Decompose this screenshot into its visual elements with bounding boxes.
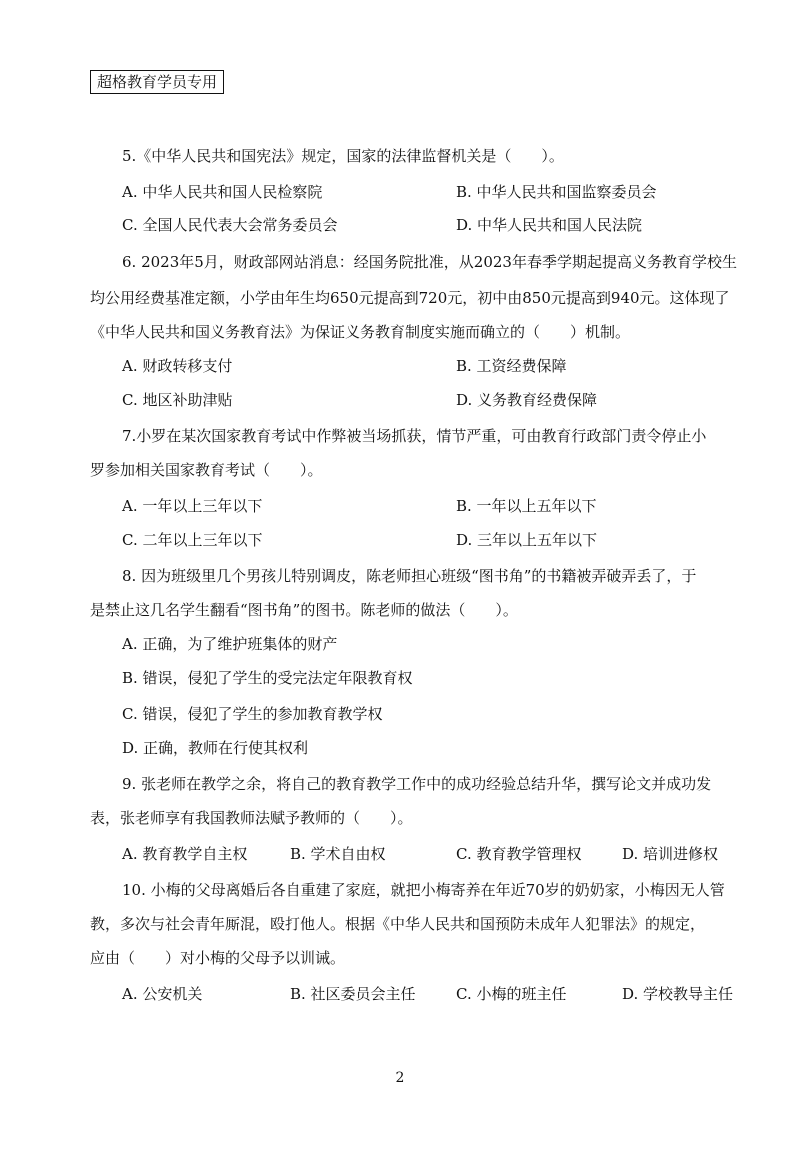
q10-stem-1: 10. 小梅的父母离婚后各自重建了家庭，就把小梅寄养在年近70岁的奶奶家，小梅因无人管 bbox=[122, 881, 725, 899]
q8-option-c: C. 错误，侵犯了学生的参加教育教学权 bbox=[122, 705, 383, 723]
q8-option-a: A. 正确，为了维护班集体的财产 bbox=[122, 635, 338, 653]
q7-option-b: B. 一年以上五年以下 bbox=[456, 497, 597, 515]
q5-option-b: B. 中华人民共和国监察委员会 bbox=[456, 183, 657, 201]
q8-option-d: D. 正确，教师在行使其权利 bbox=[122, 739, 309, 757]
q6-stem-3: 《中华人民共和国义务教育法》为保证义务教育制度实施而确立的（ ）机制。 bbox=[90, 323, 631, 341]
page-number: 2 bbox=[395, 1070, 405, 1086]
q8-stem-2: 是禁止这几名学生翻看“图书角”的图书。陈老师的做法（ ）。 bbox=[90, 601, 518, 619]
q10-stem-3: 应由（ ）对小梅的父母予以训诫。 bbox=[90, 949, 346, 967]
q10-option-a: A. 公安机关 bbox=[122, 985, 203, 1003]
q5-option-c: C. 全国人民代表大会常务委员会 bbox=[122, 216, 338, 234]
q7-option-c: C. 二年以上三年以下 bbox=[122, 531, 263, 549]
q5-option-d: D. 中华人民共和国人民法院 bbox=[456, 216, 643, 234]
q9-stem-1: 9. 张老师在教学之余，将自己的教育教学工作中的成功经验总结升华，撰写论文并成功发 bbox=[122, 775, 712, 793]
q8-option-b: B. 错误，侵犯了学生的受完法定年限教育权 bbox=[122, 669, 413, 687]
q6-option-d: D. 义务教育经费保障 bbox=[456, 391, 598, 409]
q7-option-a: A. 一年以上三年以下 bbox=[122, 497, 263, 515]
q6-option-b: B. 工资经费保障 bbox=[456, 357, 567, 375]
header-badge: 超格教育学员专用 bbox=[90, 70, 224, 94]
q5-option-a: A. 中华人民共和国人民检察院 bbox=[122, 183, 323, 201]
q10-option-b: B. 社区委员会主任 bbox=[290, 985, 416, 1003]
q9-option-b: B. 学术自由权 bbox=[290, 845, 386, 863]
q7-option-d: D. 三年以上五年以下 bbox=[456, 531, 598, 549]
q7-stem-2: 罗参加相关国家教育考试（ ）。 bbox=[90, 461, 323, 479]
q6-stem-1: 6. 2023年5月，财政部网站消息：经国务院批准，从2023年春季学期起提高义务教育学校生 bbox=[122, 253, 737, 271]
q8-stem-1: 8. 因为班级里几个男孩儿特别调皮，陈老师担心班级“图书角”的书籍被弄破弄丢了，于 bbox=[122, 567, 697, 585]
q6-option-a: A. 财政转移支付 bbox=[122, 357, 233, 375]
q5-stem: 5.《中华人民共和国宪法》规定，国家的法律监督机关是（ ）。 bbox=[122, 147, 564, 165]
q9-option-d: D. 培训进修权 bbox=[622, 845, 719, 863]
q10-stem-2: 教，多次与社会青年厮混，殴打他人。根据《中华人民共和国预防未成年人犯罪法》的规定， bbox=[90, 915, 706, 933]
q6-stem-2: 均公用经费基准定额，小学由年生均650元提高到720元，初中由850元提高到940元。这体现了 bbox=[90, 289, 730, 307]
q9-option-c: C. 教育教学管理权 bbox=[456, 845, 582, 863]
q9-stem-2: 表，张老师享有我国教师法赋予教师的（ ）。 bbox=[90, 809, 413, 827]
q10-option-c: C. 小梅的班主任 bbox=[456, 985, 567, 1003]
q9-option-a: A. 教育教学自主权 bbox=[122, 845, 248, 863]
q6-option-c: C. 地区补助津贴 bbox=[122, 391, 233, 409]
q7-stem-1: 7.小罗在某次国家教育考试中作弊被当场抓获，情节严重，可由教育行政部门责令停止小 bbox=[122, 427, 707, 445]
q10-option-d: D. 学校教导主任 bbox=[622, 985, 734, 1003]
